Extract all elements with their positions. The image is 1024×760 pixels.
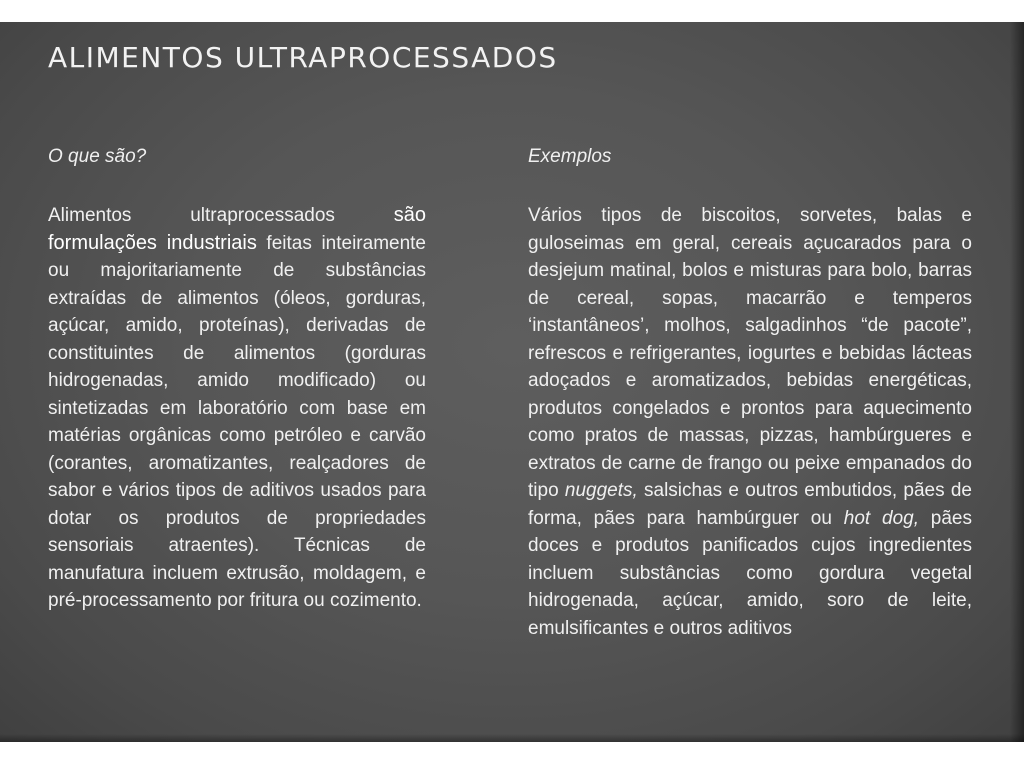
examples-column — [528, 144, 972, 642]
examples-text — [528, 202, 972, 642]
definition-text-part-2: feitas inteiramente ou majoritariamente de substâncias extraídas de alimentos (óleos, gorduras, açúcar, amido, proteínas), derivadas de constituintes de alimentos (gorduras hidrogenadas, amido modificado) ou sintetizadas em laboratório com base em matérias orgânicas como petróleo e carvão (corantes, aromatizantes, realçadores de sabor e vários tipos de aditivos usados para dotar os produtos de propriedades sensoriais atraentes). Técnicas de manufatura incluem extrusão, moldagem, e pré-processamento por fritura ou cozimento. — [48, 232, 426, 611]
right-edge-shadow — [1010, 22, 1024, 742]
examples-text-part-3: pães doces e produtos panificados cujos ingredientes incluem substâncias como gordura vegetal hidrogenada, açúcar, amido, soro de leite, emulsificantes e outros aditivos — [528, 507, 973, 639]
definition-heading: O que são? — [48, 146, 147, 167]
definition-text-part-1: Alimentos ultraprocessados — [48, 205, 394, 226]
definition-column — [48, 144, 426, 615]
examples-text-part-1: Vários tipos de biscoitos, sorvetes, balas e guloseimas em geral, cereais açucarados para o desjejum matinal, bolos e misturas para bolo, barras de cereal, sopas, macarrão e temperos ‘instantâneos’, molhos, salgadinhos “de pacote”, refrescos e refrigerantes, iogurtes e bebidas lácteas adoçados e aromatizados, bebidas energéticas, produtos congelados e prontos para aquecimento como pratos de massas, pizzas, hambúrgueres e extratos de carne de frango ou peixe empanados do tipo — [528, 205, 972, 501]
bottom-edge-shadow — [0, 734, 1024, 742]
definition-text — [48, 202, 426, 615]
examples-text-part-2: salsichas e outros embutidos, pães de forma, pães para hambúrguer ou — [528, 480, 972, 529]
examples-italic-hot-dog: hot dog, — [843, 507, 919, 529]
slide-title: ALIMENTOS ULTRAPROCESSADOS — [48, 41, 558, 74]
slide — [0, 22, 1024, 742]
examples-heading: Exemplos — [528, 146, 612, 167]
examples-italic-nuggets: nuggets, — [564, 480, 638, 501]
definition-highlight: são formulações industriais — [48, 204, 426, 254]
